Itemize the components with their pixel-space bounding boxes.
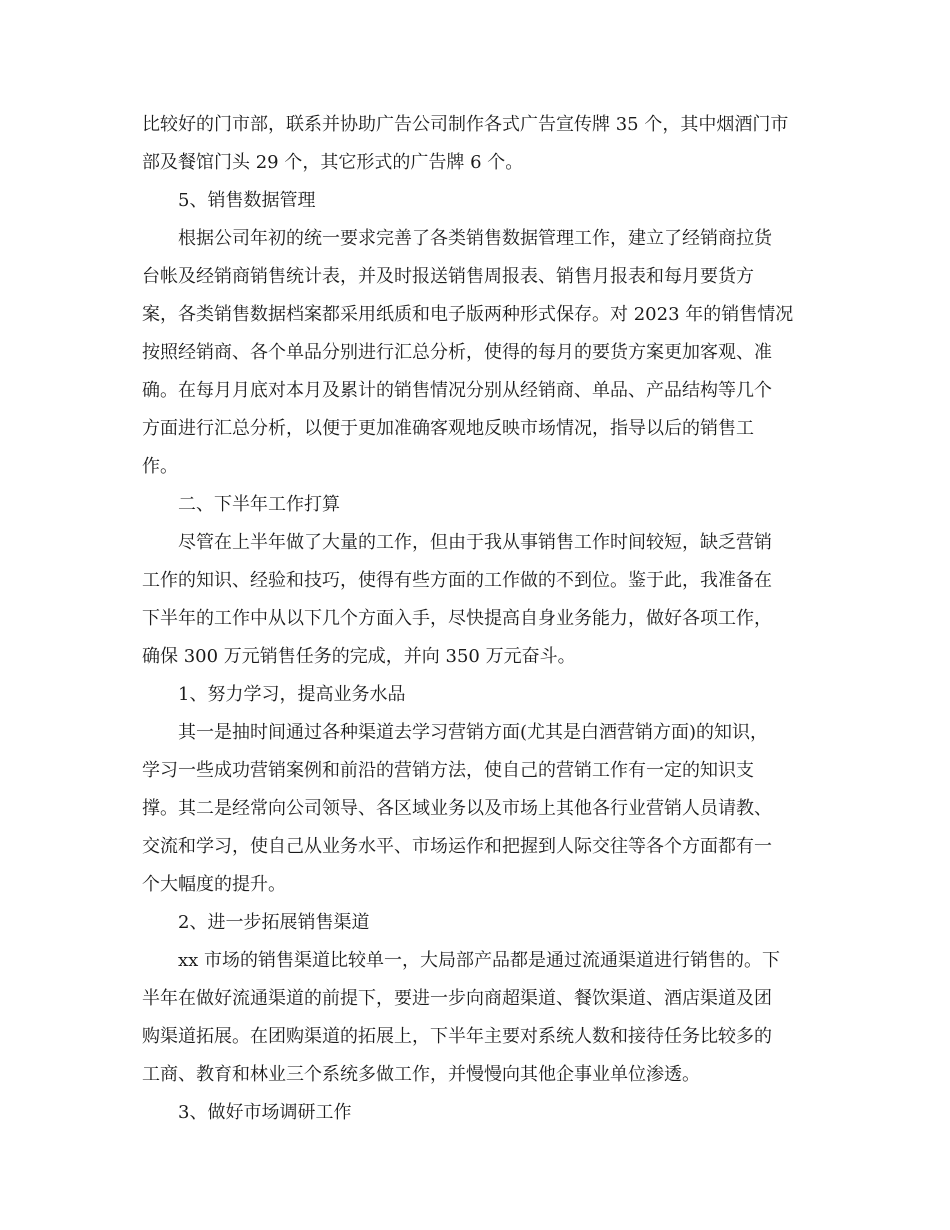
section-heading: 二、下半年工作打算 [178, 494, 340, 515]
text-line: 撑。其二是经常向公司领导、各区域业务以及市场上其他各行业营销人员请教、 [142, 798, 772, 819]
text-line: 工商、教育和林业三个系统多做工作，并慢慢向其他企事业单位渗透。 [142, 1064, 700, 1085]
text-line: 部及餐馆门头 29 个，其它形式的广告牌 6 个。 [142, 152, 524, 173]
section-heading: 1、努力学习，提高业务水品 [178, 684, 406, 705]
text-line: 下半年的工作中从以下几个方面入手，尽快提高自身业务能力，做好各项工作， [142, 608, 772, 629]
section-heading: 5、销售数据管理 [178, 190, 316, 211]
text-line: 台帐及经销商销售统计表，并及时报送销售周报表、销售月报表和每月要货方 [142, 266, 754, 287]
text-line: 根据公司年初的统一要求完善了各类销售数据管理工作，建立了经销商拉货 [178, 228, 772, 249]
text-line: 比较好的门市部，联系并协助广告公司制作各式广告宣传牌 35 个，其中烟酒门市 [142, 114, 789, 135]
text-line: 案，各类销售数据档案都采用纸质和电子版两种形式保存。对 2023 年的销售情况 [142, 304, 794, 325]
text-line: 购渠道拓展。在团购渠道的拓展上，下半年主要对系统人数和接待任务比较多的 [142, 1026, 772, 1047]
text-line: 工作的知识、经验和技巧，使得有些方面的工作做的不到位。鉴于此，我准备在 [142, 570, 772, 591]
section-heading: 2、进一步拓展销售渠道 [178, 912, 370, 933]
text-line: 个大幅度的提升。 [142, 874, 286, 895]
section-heading: 3、做好市场调研工作 [178, 1102, 352, 1123]
text-line: 交流和学习，使自己从业务水平、市场运作和把握到人际交往等各个方面都有一 [142, 836, 772, 857]
text-line: 学习一些成功营销案例和前沿的营销方法，使自己的营销工作有一定的知识支 [142, 760, 754, 781]
text-line: 尽管在上半年做了大量的工作，但由于我从事销售工作时间较短，缺乏营销 [178, 532, 772, 553]
text-line: 确保 300 万元销售任务的完成，并向 350 万元奋斗。 [142, 646, 576, 667]
text-line: 方面进行汇总分析，以便于更加准确客观地反映市场情况，指导以后的销售工 [142, 418, 754, 439]
text-line: 半年在做好流通渠道的前提下，要进一步向商超渠道、餐饮渠道、酒店渠道及团 [142, 988, 772, 1009]
text-line: 其一是抽时间通过各种渠道去学习营销方面(尤其是白酒营销方面)的知识， [178, 722, 769, 743]
text-line: 作。 [142, 456, 178, 477]
document-body [142, 106, 810, 1132]
text-line: xx 市场的销售渠道比较单一，大局部产品都是通过流通渠道进行销售的。下 [178, 950, 781, 971]
text-line: 确。在每月月底对本月及累计的销售情况分别从经销商、单品、产品结构等几个 [142, 380, 772, 401]
text-line: 按照经销商、各个单品分别进行汇总分析，使得的每月的要货方案更加客观、准 [142, 342, 772, 363]
